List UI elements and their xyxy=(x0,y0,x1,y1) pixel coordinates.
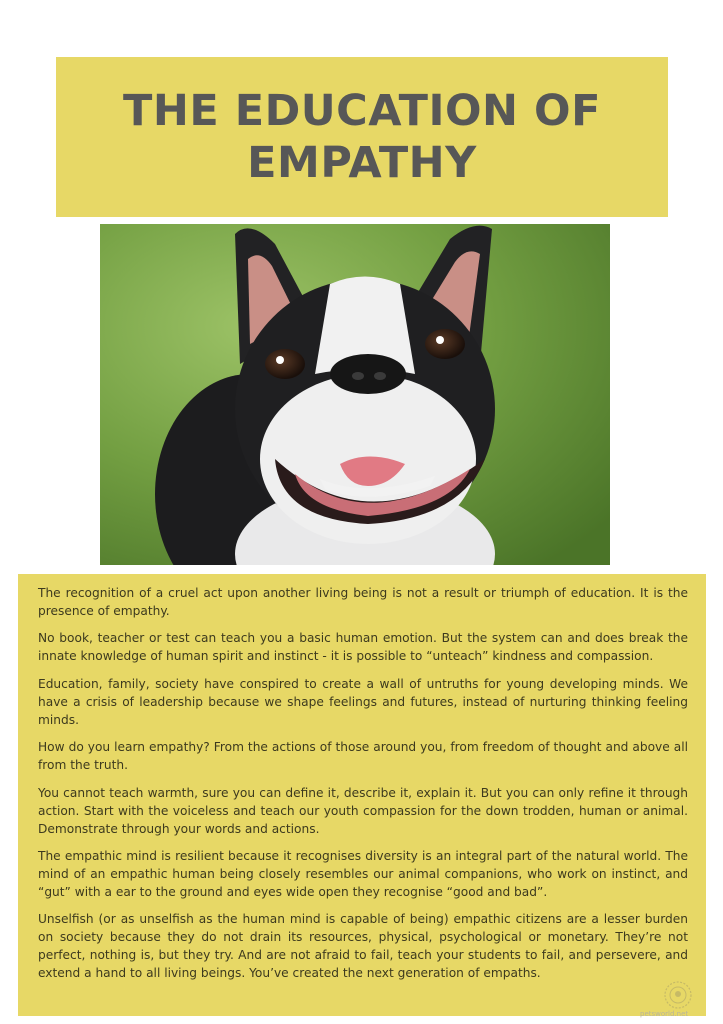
seal-icon xyxy=(663,980,693,1010)
paragraph: You cannot teach warmth, sure you can define it, describe it, explain it. But you can only refine it through action. Start with the voiceless and teach our youth compassion for the down trodden, human or animal. Demonstrate through your words and actions. xyxy=(38,785,688,836)
paragraph: The empathic mind is resilient because it recognises diversity is an integral part of the natural world. The mind of an empathic human being closely resembles our animal companions, who work on instinct, and “gut” with a ear to the ground and eyes wide open they recognise “good and bad”. xyxy=(38,848,688,899)
page-title: THE EDUCATION OF EMPATHY xyxy=(123,86,601,188)
paragraph: No book, teacher or test can teach you a basic human emotion. But the system can and does break the innate knowledge of human spirit and instinct - it is possible to “unteach” kindness and compassion. xyxy=(38,631,688,664)
dog-illustration xyxy=(100,224,610,565)
paragraph: Unselfish (or as unselfish as the human mind is capable of being) empathic citizens are a lesser burden on society because they do not drain its resources, physical, psychological or monetary. They’re not perfect, nothing is, but they try. And are not afraid to fail, teach your students to fail, and persevere, and extend a hand to all living beings. You’ve created the next generation of empaths. xyxy=(38,912,688,981)
paragraph: The recognition of a cruel act upon another living being is not a result or triumph of education. It is the presence of empathy. xyxy=(38,586,688,618)
boston-terrier-photo xyxy=(100,224,610,565)
watermark-text: petsworld.net xyxy=(640,1010,689,1018)
article-body xyxy=(18,574,706,1016)
paragraph: How do you learn empathy? From the actions of those around you, from freedom of thought and above all from the truth. xyxy=(38,740,688,773)
title-banner xyxy=(56,57,668,217)
paragraph: Education, family, society have conspired to create a wall of untruths for young developing minds. We have a crisis of leadership because we shape feelings and futures, instead of nurturing thinking feeling minds. xyxy=(38,676,688,727)
